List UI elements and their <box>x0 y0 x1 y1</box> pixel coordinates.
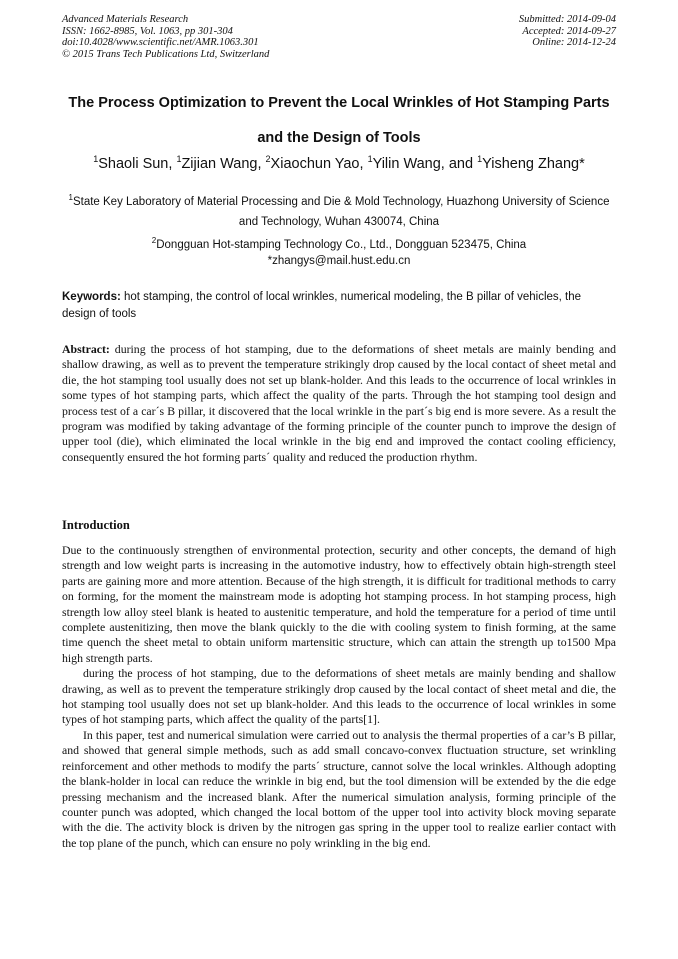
journal-doi: doi:10.4028/www.scientific.net/AMR.1063.301 <box>62 37 259 48</box>
affiliation-2: $^2$Dongguan Hot-stamping Technology Co., Ltd., Dongguan 523475, China <box>151 236 527 251</box>
author: $^1$Shaoli Sun, <box>93 154 177 172</box>
author: $^1$Zijian Wang, <box>176 154 266 172</box>
author-list <box>62 154 616 172</box>
accepted-date: Accepted: 2014-09-27 <box>522 25 616 37</box>
abstract <box>62 342 616 465</box>
paragraph: In this paper, test and numerical simulation were carried out to analysis the thermal properties of a car’s B pillar, and showed that general simple methods, such as add small concavo-convex fluctuation structure, set wrinkling reinforcement and other methods to modify the parts´ structure, cannot solve the local wrinkles. Although adopting the blank-holder in local can reduce the wrinkle in big end, but the tool dimension will be extended by the die edge pressing mechanism and the increased blank. After the numerical simulation analysis, forming principle of the counter punch was adopted, which changed the local bottom of the upper tool into activity block moving separate with the die. The activity block is driven by the nitrogen gas spring in the upper tool to realize earlier contact with the top plane of the punch, which can ensure no poly wrinkling in the big end. <box>62 727 616 850</box>
author: $^2$Xiaochun Yao, <box>265 154 368 172</box>
author: $^1$Yilin Wang, and <box>367 154 478 172</box>
corresponding-email: *zhangys@mail.hust.edu.cn <box>267 255 411 267</box>
paper-title: The Process Optimization to Prevent the Local Wrinkles of Hot Stamping Parts and the Design of Tools <box>68 95 610 146</box>
publication-dates <box>519 14 616 49</box>
introduction-body <box>62 543 616 851</box>
keywords <box>62 289 616 323</box>
paragraph: during the process of hot stamping, due to the deformations of sheet metals are mainly bending and shallow drawing, as well as to prevent the temperature strikingly drop caused by the local contact of sheet metal and die, the hot stamping tool usually does not set up blank-holder. And this leads to the occurrence of local wrinkles in some types of hot stamping parts, which affect the quality of the parts[1]. <box>62 666 616 727</box>
author: $^1$Yisheng Zhang* <box>477 154 585 172</box>
keywords-text: hot stamping, the control of local wrinkles, numerical modeling, the B pillar of vehicles, the design of tools <box>62 291 582 320</box>
paragraph: Due to the continuously strengthen of environmental protection, security and other concepts, the demand of high strength and low weight parts is increasing in the automotive industry, how to effectively obtain high-strength steel parts are gaining more and more attention. Because of the high strength, it is difficult for traditional methods to carry on forming, for the moment the mainstream mode is adopting hot stamping process. In hot stamping process, high strength low alloy steel blank is heated to austenitic temperature, and hold the temperature for a period of time until complete austenitizing, then move the blank quickly to the die with cooling system to finish forming, at the same time quench the sheet metal to obtain uniform martensitic structure, which can attain the strength up to1500 Mpa high strength parts. <box>62 543 616 665</box>
affiliation-1: $^1$State Key Laboratory of Material Processing and Die & Mold Technology, Huazhong University of Science and Technology, Wuhan 430074, China <box>68 193 610 228</box>
journal-copyright: © 2015 Trans Tech Publications Ltd, Switzerland <box>62 48 270 60</box>
keywords-label: Keywords: <box>62 291 121 303</box>
journal-issn: ISSN: 1662-8985, Vol. 1063, pp 301-304 <box>62 25 233 37</box>
introduction-heading: Introduction <box>62 518 130 532</box>
online-date: Online: 2014-12-24 <box>532 37 616 48</box>
journal-name: Advanced Materials Research <box>62 14 189 25</box>
abstract-text: during the process of hot stamping, due to the deformations of sheet metals are mainly bending and shallow drawing, as well as to prevent the temperature strikingly drop caused by the local contact of sheet metal and die, the hot stamping tool usually does not set up blank-holder. And this leads to the occurrence of local wrinkles in some types of hot stamping parts, which affect the quality of the parts. Through the hot stamping tool design and process test of a car´s B pillar, it discovered that the local wrinkle in the part´s big end is more severe. As a result the program was modified by taking advantage of the forming principle of the counter punch to improve the design of upper tool (die), which eliminated the local wrinkle in the big end and improved the contact cooling efficiency, consequently ensured the hot forming parts´ quality and reduced the production rhythm. <box>62 342 616 464</box>
abstract-label: Abstract: <box>62 342 110 356</box>
journal-info <box>62 14 269 60</box>
submitted-date: Submitted: 2014-09-04 <box>518 14 616 25</box>
